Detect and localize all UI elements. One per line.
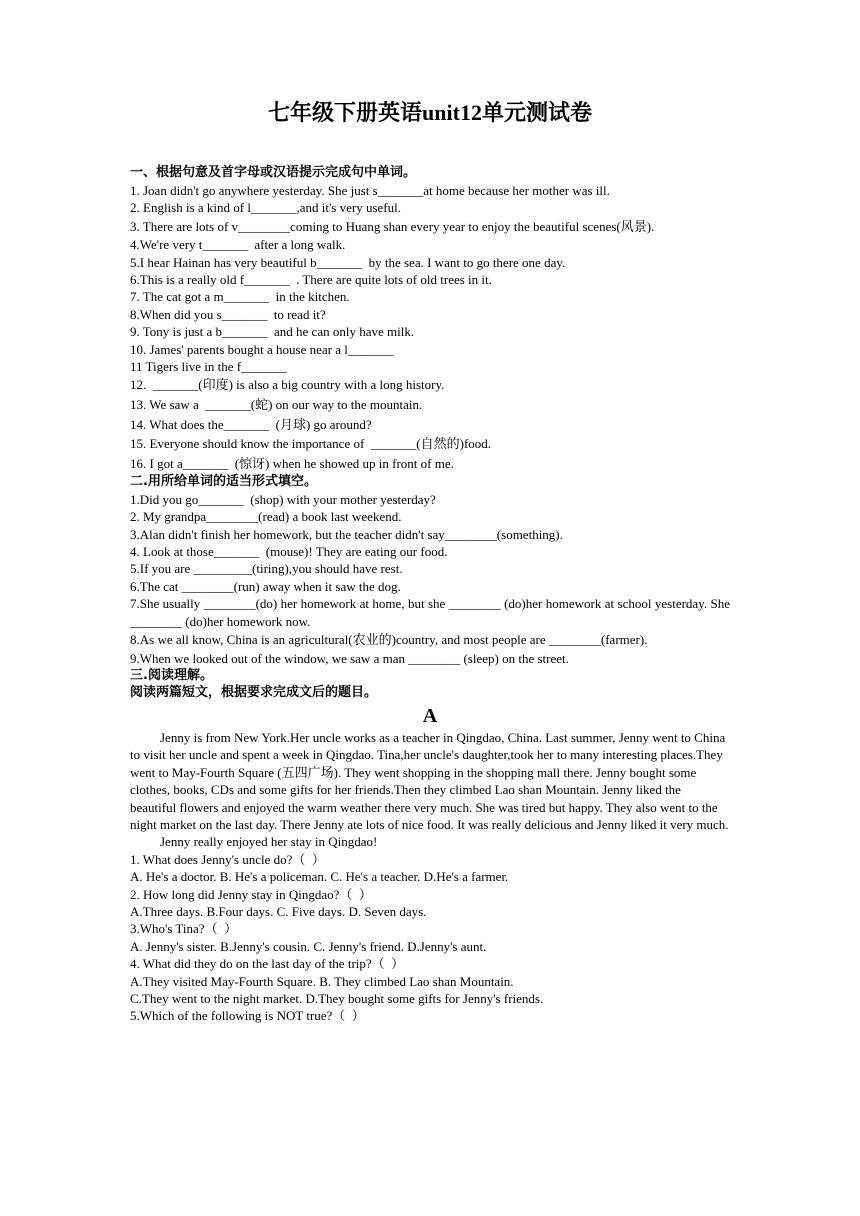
section1-heading: 一、根据句意及首字母或汉语提示完成句中单词。 <box>130 165 417 181</box>
question-item: 2. My grandpa________(read) a book last weekend. <box>130 509 402 525</box>
question-item: 14. What does the_______ (月球) go around? <box>130 416 372 432</box>
question-item: 6.This is a really old f_______ . There are quite lots of old trees in it. <box>130 272 492 288</box>
question-item: 4.We're very t_______ after a long walk. <box>130 237 346 253</box>
question-item: 12. _______(印度) is also a big country with a long history. <box>130 377 445 393</box>
question-item: 13. We saw a _______(蛇) on our way to the mountain. <box>130 397 423 413</box>
question-item: 1. Joan didn't go anywhere yesterday. She just s_______at home because her mother was ill. <box>130 182 610 198</box>
reading-question: 1. What does Jenny's uncle do?（ ） <box>130 851 325 867</box>
question-item: 1.Did you go_______ (shop) with your mother yesterday? <box>130 491 436 507</box>
question-item: 11 Tigers live in the f_______ <box>130 359 287 375</box>
reading-question: 4. What did they do on the last day of the trip?（ ） <box>130 956 405 972</box>
question-item: 16. I got a_______ (惊讶) when he showed up in front of me. <box>130 455 454 471</box>
question-item: 7. The cat got a m_______ in the kitchen. <box>130 289 350 305</box>
question-item: 4. Look at those_______ (mouse)! They are eating our food. <box>130 544 448 560</box>
question-item: 5.I hear Hainan has very beautiful b_______ by the sea. I want to go there one day. <box>130 254 566 270</box>
question-item: 3.Alan didn't finish her homework, but the teacher didn't say________(something). <box>130 526 563 542</box>
reading-options: A. Jenny's sister. B.Jenny's cousin. C. Jenny's friend. D.Jenny's aunt. <box>130 938 487 954</box>
exam-page <box>130 100 734 1025</box>
question-item: 8.When did you s_______ to read it? <box>130 306 326 322</box>
passage-paragraph: Jenny really enjoyed her stay in Qingdao! <box>160 834 378 850</box>
question-item: 7.She usually ________(do) her homework at home, but she ________ (do)her homework at school yesterday. She ________ (do)her homework now. <box>130 596 734 629</box>
section3-heading: 三.阅读理解。 <box>130 668 213 684</box>
section2-heading: 二.用所给单词的适当形式填空。 <box>130 474 317 490</box>
question-item: 9.When we looked out of the window, we saw a man ________ (sleep) on the street. <box>130 650 569 666</box>
question-item: 8.As we all know, China is an agricultural(农业的)country, and most people are ________(farmer). <box>130 632 648 648</box>
section3-instruction: 阅读两篇短文，根据要求完成文后的题目。 <box>130 685 378 701</box>
reading-question: 3.Who's Tina?（ ） <box>130 921 238 937</box>
question-item: 3. There are lots of v________coming to Huang shan every year to enjoy the beautiful scenes(风景). <box>130 218 655 234</box>
question-item: 15. Everyone should know the importance of _______(自然的)food. <box>130 436 492 452</box>
reading-options: A. He's a doctor. B. He's a policeman. C. He's a teacher. D.He's a farmer. <box>130 869 509 885</box>
question-item: 10. James' parents bought a house near a l_______ <box>130 341 394 357</box>
question-item: 2. English is a kind of l_______,and it's very useful. <box>130 200 401 216</box>
reading-question: 5.Which of the following is NOT true?（ ） <box>130 1008 365 1024</box>
question-item: 6.The cat ________(run) away when it saw the dog. <box>130 578 401 594</box>
passage-paragraph: Jenny is from New York.Her uncle works as a teacher in Qingdao, China. Last summer, Jenny went to China to visit her uncle and spent a week in Qingdao. Tina,her uncle's daughter,took her to many interesting places.They went to May-Fourth Square (五四广场). They went shopping in the shopping mall there. Jenny bought some clothes, books, CDs and some gifts for her friends.Then they climbed Lao shan Mountain. Jenny liked the beautiful flowers and enjoyed the warm weather there very much. She was tired but happy. They also went to the night market on the last day. There Jenny ate lots of nice food. It was really delicious and Jenny liked it very much. <box>130 729 729 832</box>
question-item: 9. Tony is just a b_______ and he can only have milk. <box>130 324 415 340</box>
passage-label: A <box>422 704 438 727</box>
reading-options: C.They went to the night market. D.They bought some gifts for Jenny's friends. <box>130 990 544 1006</box>
reading-options: A.Three days. B.Four days. C. Five days. D. Seven days. <box>130 903 427 919</box>
reading-options: A.They visited May-Fourth Square. B. They climbed Lao shan Mountain. <box>130 973 514 989</box>
reading-question: 2. How long did Jenny stay in Qingdao?（ ） <box>130 886 372 902</box>
page-title: 七年级下册英语unit12单元测试卷 <box>268 100 592 125</box>
question-item: 5.If you are _________(tiring),you should have rest. <box>130 561 403 577</box>
